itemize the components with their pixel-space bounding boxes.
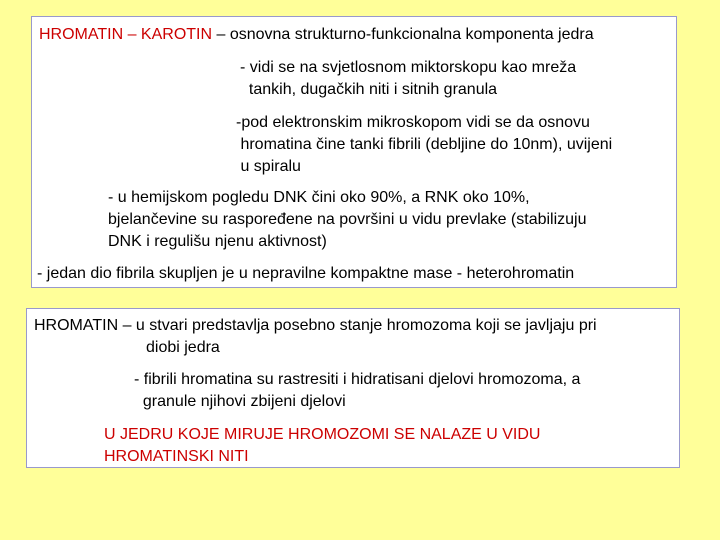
bullet-heterochromatin: - jedan dio fibrila skupljen je u nepravilne kompaktne mase - heterohromatin	[37, 265, 575, 282]
bullet-electron-microscope-line-3: u spiralu	[236, 158, 301, 175]
bullet-fibrils-line-2: granule njihovi zbijeni djelovi	[134, 393, 346, 410]
bullet-light-microscope-line-1: - vidi se na svjetlosnom miktorskopu kao mreža	[240, 59, 577, 76]
bullet-electron-microscope-line-2: hromatina čine tanki fibrili (debljine do 10nm), uvijeni	[236, 136, 613, 153]
bullet-chemistry-line-1: - u hemijskom pogledu DNK čini oko 90%, a RNK oko 10%,	[108, 189, 530, 206]
bullet-chemistry-line-2: bjelančevine su raspoređene na površini u vidu prevlake (stabilizuju	[108, 211, 587, 228]
heading-definition: – osnovna strukturno-funkcionalna komponenta jedra	[212, 26, 594, 43]
heading-karotin	[39, 24, 594, 46]
bullet-chemistry-line-3: DNK i regulišu njenu aktivnost)	[108, 233, 327, 250]
bullet-fibrils-line-1: - fibrili hromatina su rastresiti i hidratisani djelovi hromozoma, a	[134, 371, 581, 388]
hromatin-definition-line-2: diobi jedra	[146, 339, 220, 356]
hromatin-definition-line-1: HROMATIN – u stvari predstavlja posebno stanje hromozoma koji se javljaju pri	[34, 317, 597, 334]
bullet-light-microscope-line-2: tankih, dugačkih niti i sitnih granula	[240, 81, 498, 98]
heading-term: HROMATIN – KAROTIN	[39, 26, 213, 43]
bullet-electron-microscope-line-1: -pod elektronskim mikroskopom vidi se da osnovu	[236, 114, 590, 131]
highlight-note-line-2: HROMATINSKI NITI	[104, 448, 249, 465]
highlight-note-line-1: U JEDRU KOJE MIRUJE HROMOZOMI SE NALAZE U VIDU	[104, 426, 541, 443]
